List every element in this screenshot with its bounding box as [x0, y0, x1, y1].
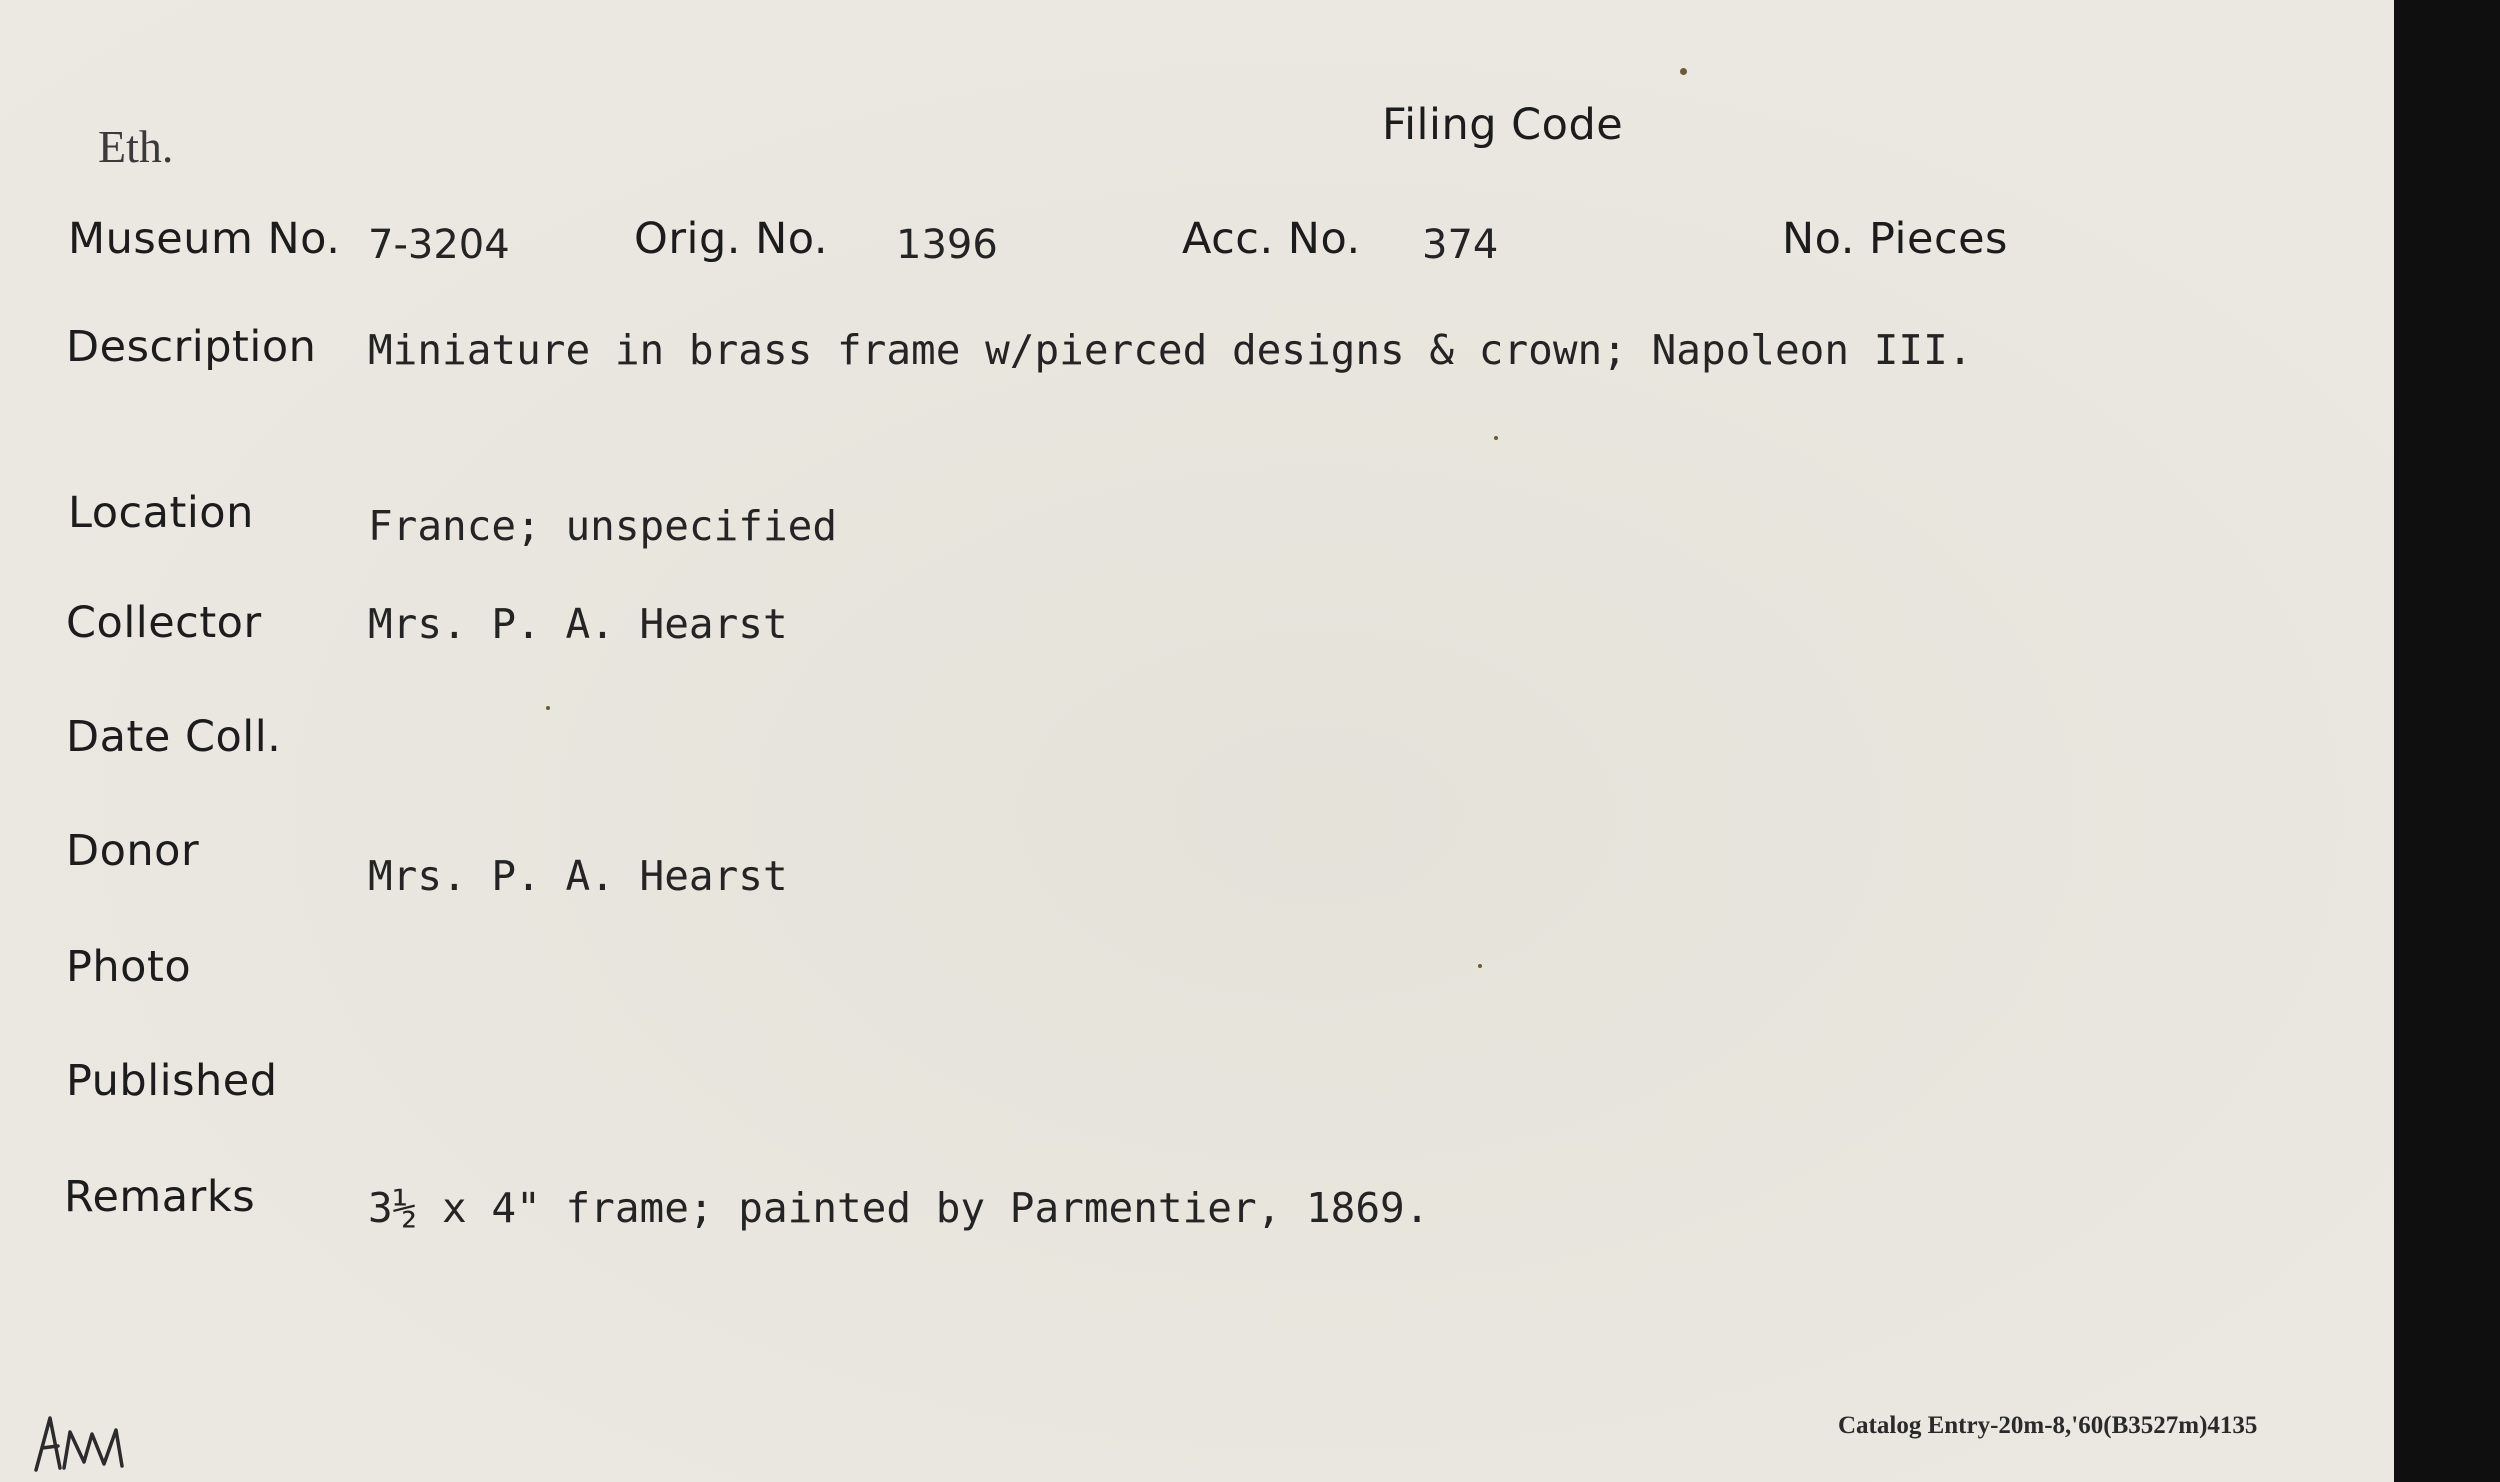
- donor-label: Donor: [66, 826, 200, 876]
- acc-no-label: Acc. No.: [1182, 214, 1361, 264]
- orig-no-value: 1396: [896, 222, 998, 268]
- paper-speck: [1494, 436, 1498, 440]
- description-value: Miniature in brass frame w/pierced designs & crown; Napoleon III.: [368, 326, 1973, 374]
- scan-border: [2394, 0, 2500, 1482]
- published-label: Published: [66, 1056, 278, 1106]
- date-coll-label: Date Coll.: [66, 712, 282, 762]
- photo-label: Photo: [66, 942, 192, 992]
- donor-value: Mrs. P. A. Hearst: [368, 852, 788, 900]
- acc-no-value: 374: [1422, 222, 1499, 268]
- collector-label: Collector: [66, 598, 262, 648]
- remarks-label: Remarks: [64, 1172, 256, 1222]
- handwritten-initials: [30, 1410, 140, 1476]
- collector-value: Mrs. P. A. Hearst: [368, 600, 788, 648]
- paper-speck: [1478, 964, 1482, 968]
- location-label: Location: [68, 488, 254, 538]
- no-pieces-label: No. Pieces: [1782, 214, 2008, 264]
- museum-no-value: 7-3204: [368, 222, 510, 268]
- filing-code-label: Filing Code: [1382, 100, 1624, 150]
- department-label: Eth.: [98, 121, 174, 172]
- catalog-entry-imprint: Catalog Entry-20m-8,'60(B3527m)4135: [1838, 1412, 2258, 1439]
- paper-speck: [1680, 68, 1687, 75]
- remarks-value: 3½ x 4" frame; painted by Parmentier, 1869.: [368, 1184, 1430, 1232]
- museum-no-label: Museum No.: [68, 214, 341, 264]
- orig-no-label: Orig. No.: [634, 214, 828, 264]
- description-label: Description: [66, 322, 317, 372]
- paper-speck: [546, 706, 550, 710]
- location-value: France; unspecified: [368, 502, 837, 550]
